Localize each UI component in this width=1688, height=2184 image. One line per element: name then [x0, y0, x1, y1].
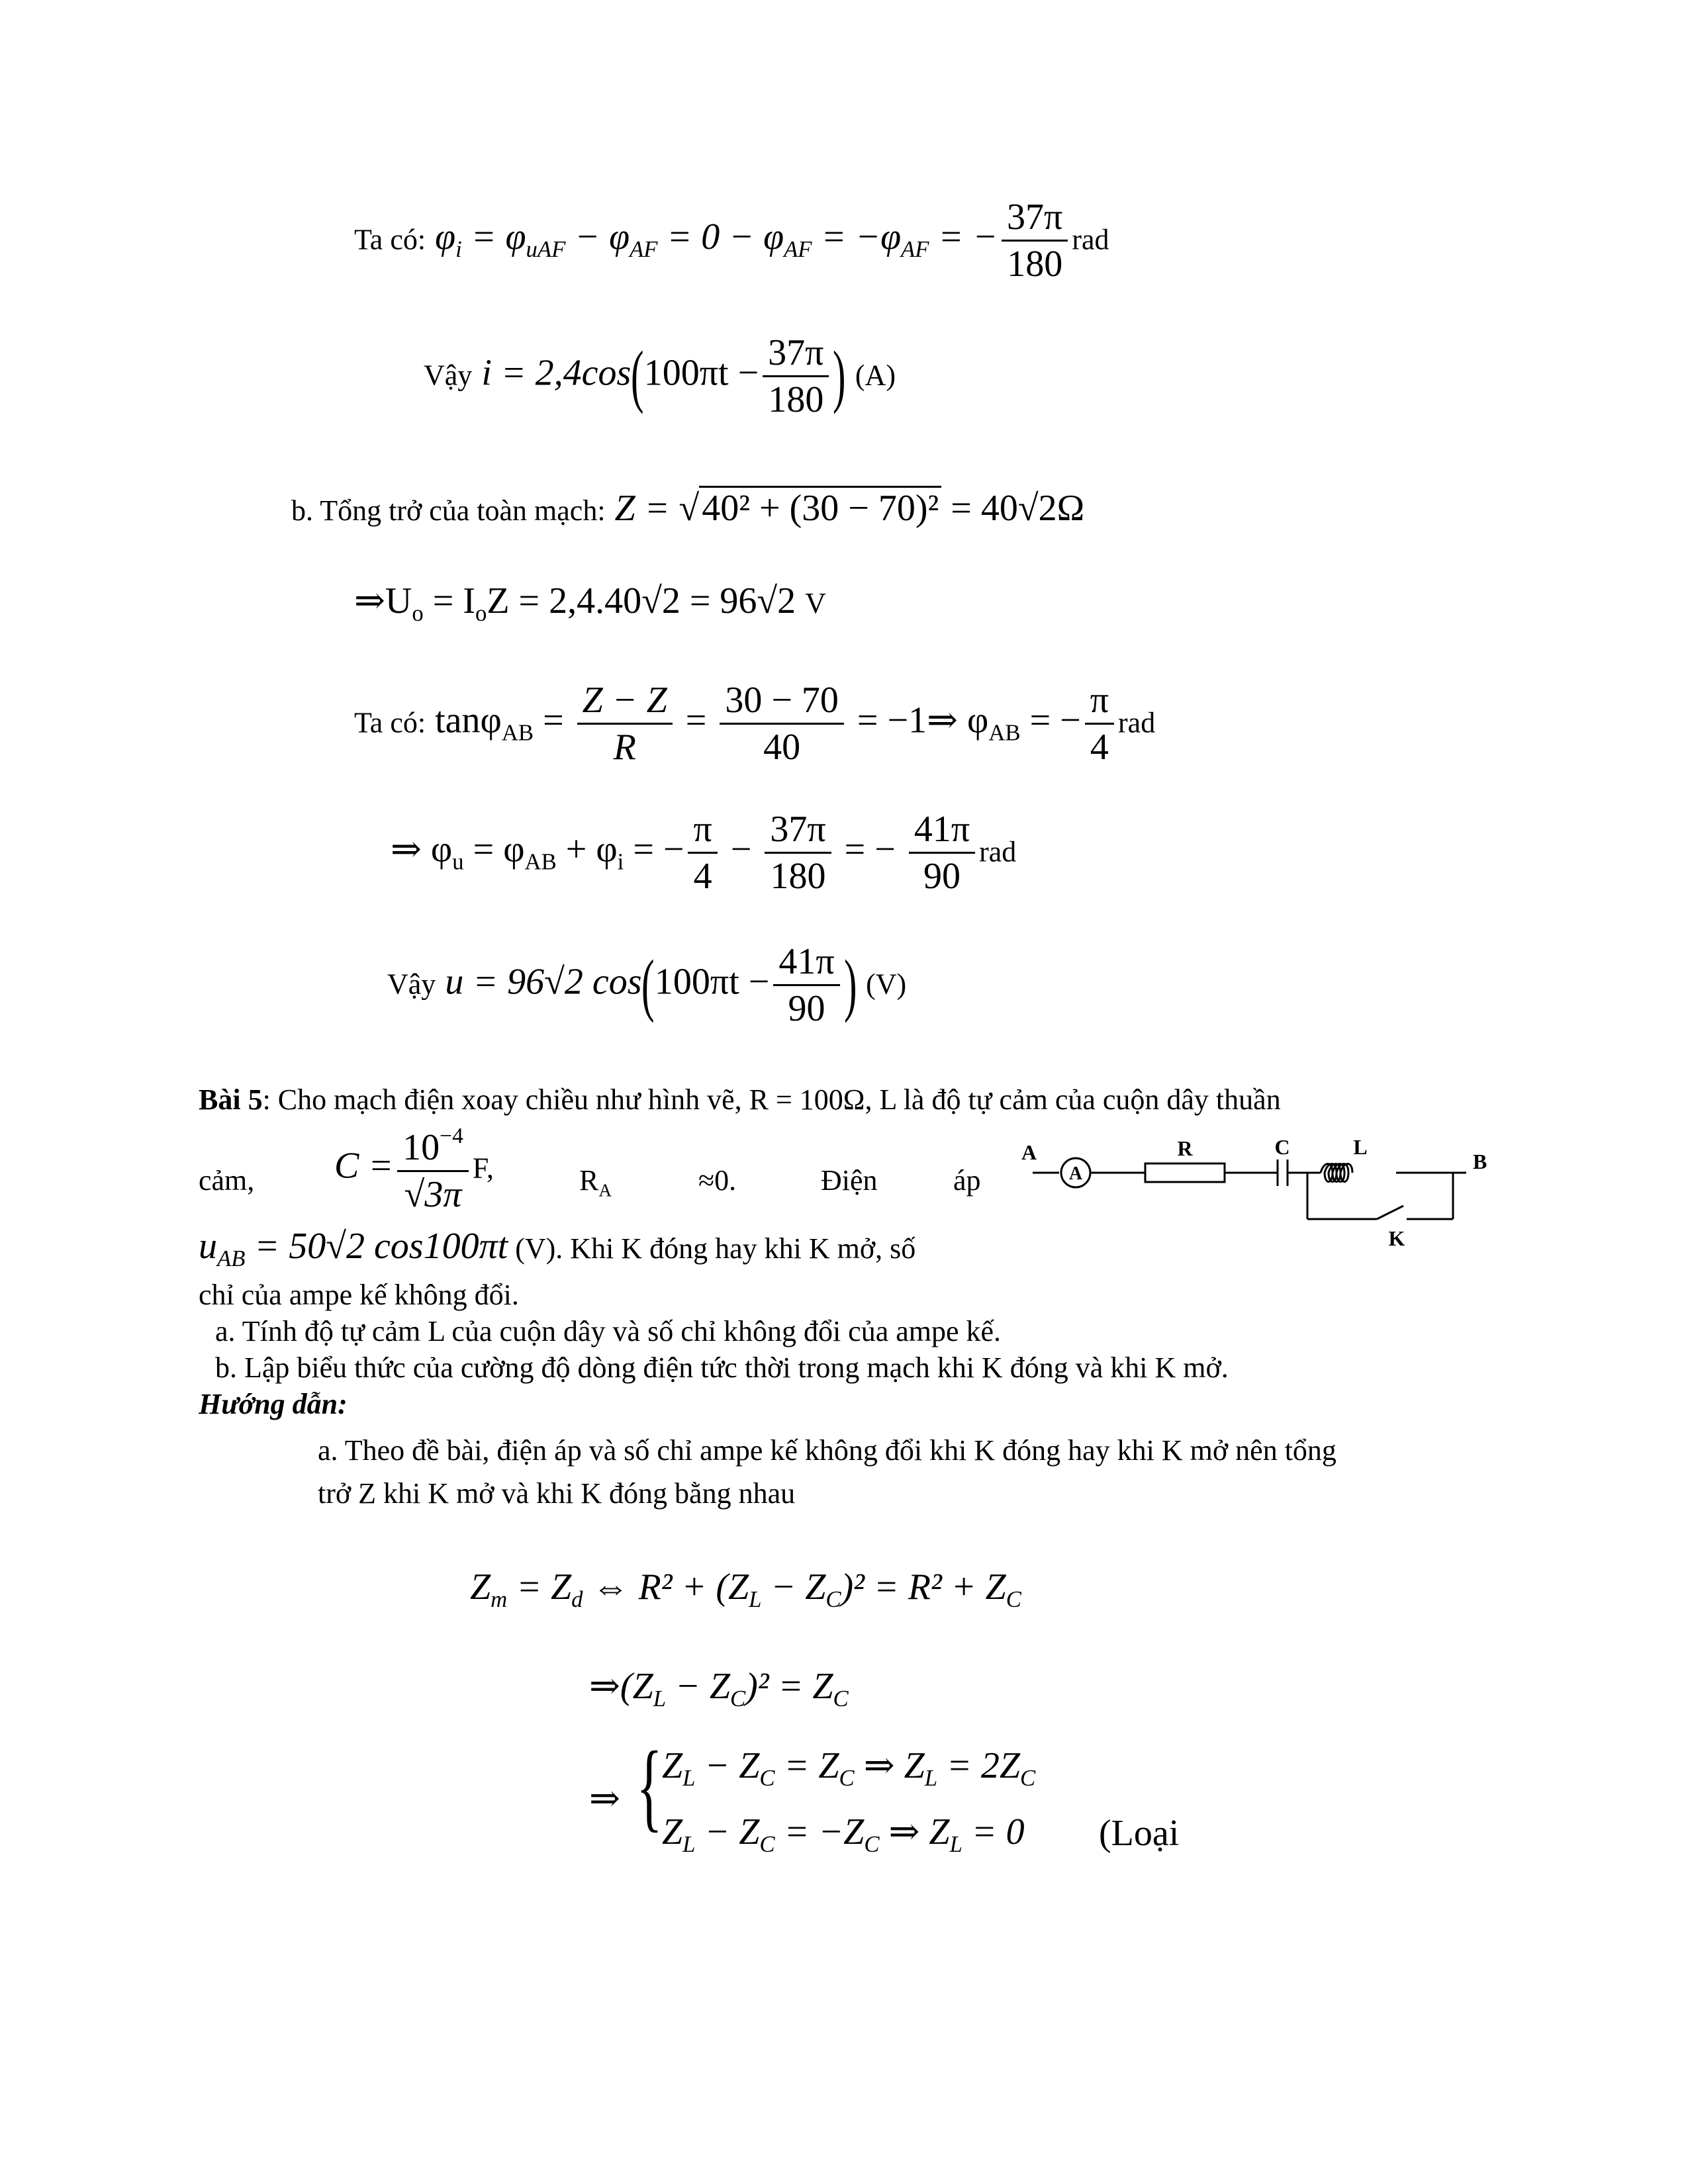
capacitance-formula: C = $\frac{10^{-4}}{√3\pi}$ F,: [334, 1124, 494, 1216]
unit-ampere: (A): [855, 359, 896, 392]
node-b-label: B: [1473, 1150, 1487, 1173]
answer-a-line2: trở Z khi K mở và khi K đóng bằng nhau: [318, 1477, 796, 1510]
current-argument: 100πt −: [643, 352, 759, 394]
equation-phase-voltage: ⇒ $\varphi_u = \varphi_{AB} + \varphi_i$ = − $\frac{\pi}{4}$ − $\frac{37\pi}{180}$ = − $\frac{41\pi}{90}$ rad: [391, 809, 1017, 897]
system-row-2: $Z_L - Z_C = -Z_C$ ⇒ $Z_L = 0$: [662, 1811, 1025, 1858]
exercise-5-voltage-line: $u_{AB} = 50√2$ cos100πt (V). Khi K đóng hay khi K mở, số: [199, 1226, 916, 1272]
equation-voltage-expression: Vậy u = 96√2 cos(100πt − $\frac{41\pi}{90}$ ) (V): [387, 941, 907, 1029]
switch-label: K: [1388, 1226, 1405, 1250]
circuit-diagram: [1016, 1132, 1496, 1251]
capacitor-label: C: [1274, 1135, 1290, 1159]
equation-total-impedance: b. Tổng trở của toàn mạch: Z = √40² + (30 − 70)² = 40√2Ω: [291, 490, 1084, 527]
inductor-label: L: [1353, 1135, 1368, 1159]
fraction-pi-4: $\frac{\pi}{4}$: [688, 811, 717, 895]
ta-co-label: Ta có:: [354, 223, 426, 256]
question-a: a. Tính độ tự cảm L của cuộn dây và số chỉ không đổi của ampe kế.: [215, 1315, 1002, 1347]
fraction-zl-zc-over-r: $\frac{Z - Z}{R}$: [577, 682, 673, 766]
unit-rad: rad: [1072, 223, 1109, 256]
unit-volt: V: [805, 587, 826, 619]
ammeter-label: A: [1068, 1163, 1083, 1184]
fraction-37pi-180: $\frac{37\pi}{180}$: [1002, 199, 1068, 283]
fraction-37pi-180: $\frac{37\pi}{180}$: [763, 334, 829, 418]
equation-impedance-equal: $Z_m = Z_d$ ⇔ $R^2 + (Z_L - Z_C)^2 = R^2 + Z_C$: [470, 1567, 1021, 1613]
ta-co-label: Ta có:: [354, 706, 426, 739]
guide-heading: Hướng dẫn:: [199, 1388, 348, 1420]
inductor-icon: [1321, 1164, 1352, 1182]
part-b-label: b. Tổng trở của toàn mạch:: [291, 494, 606, 527]
switch-icon: [1377, 1206, 1403, 1219]
equation-voltage-amplitude: $\Rightarrow U_o = I_oZ = 2,4.40√2 = 96√2$ V: [354, 580, 826, 627]
equation-tan-phase: Ta có: tanφ$_{AB}$ = $\frac{Z - Z}{R}$ = $\frac{30 - 70}{40}$ = −1⇒ $\varphi_{AB}$ = − $\frac{\pi}{4}$ rad: [354, 680, 1156, 768]
equation-current-expression: Vậy i = 2,4cos(100πt − $\frac{37\pi}{180}$ ) (A): [424, 332, 896, 420]
answer-a-line1: a. Theo đề bài, điện áp và số chỉ ampe kế không đổi khi K đóng hay khi K mở nên tổng: [318, 1434, 1336, 1467]
fraction-pi-4: $\frac{\pi}{4}$: [1085, 682, 1114, 766]
vay-label: Vậy: [387, 968, 436, 1001]
resistor-label: R: [1177, 1136, 1193, 1160]
equation-squared-difference: $\Rightarrow(Z_L - Z_C)^2 = Z_C$: [589, 1666, 849, 1712]
current-lhs: i = 2,4cos: [481, 352, 632, 394]
exercise-title: Bài 5: [199, 1083, 263, 1116]
fraction-41pi-90: $\frac{41\pi}{90}$: [773, 943, 839, 1027]
vay-label: Vậy: [424, 359, 473, 392]
impedance-radicand: 40² + (30 − 70)²: [699, 486, 941, 529]
node-a-label: A: [1021, 1140, 1037, 1164]
equation-phase-current: Ta có: $\varphi_i = \varphi_{uAF} - \varphi_{AF} = 0 - \varphi_{AF} = -\varphi_{AF}$ = − $\frac{37\pi}{180}$ rad: [354, 197, 1109, 285]
fraction-30-70-over-40: $\frac{30 - 70}{40}$: [720, 682, 844, 766]
exercise-5-line1: Bài 5: Cho mạch điện xoay chiều như hình vẽ, R = 100Ω, L là độ tự cảm của cuộn dây thuần: [199, 1083, 1281, 1116]
fraction-41pi-90: $\frac{41\pi}{90}$: [909, 811, 975, 895]
resistor-icon: [1145, 1163, 1225, 1182]
unit-volt: (V): [866, 968, 907, 1001]
eq-phi-i: $\varphi_i$: [435, 216, 462, 263]
impedance-result: = 40√2Ω: [951, 488, 1085, 529]
system-row-1: $Z_L - Z_C = Z_C$ ⇒ $Z_L = 2Z_C$: [662, 1745, 1036, 1792]
fraction-37pi-180: $\frac{37\pi}{180}$: [765, 811, 831, 895]
question-b: b. Lập biểu thức của cường độ dòng điện tức thời trong mạch khi K đóng và khi K mở.: [215, 1351, 1229, 1384]
reject-label: (Loại: [1099, 1813, 1180, 1854]
exercise-5-line3: chỉ của ampe kế không đổi.: [199, 1279, 519, 1311]
